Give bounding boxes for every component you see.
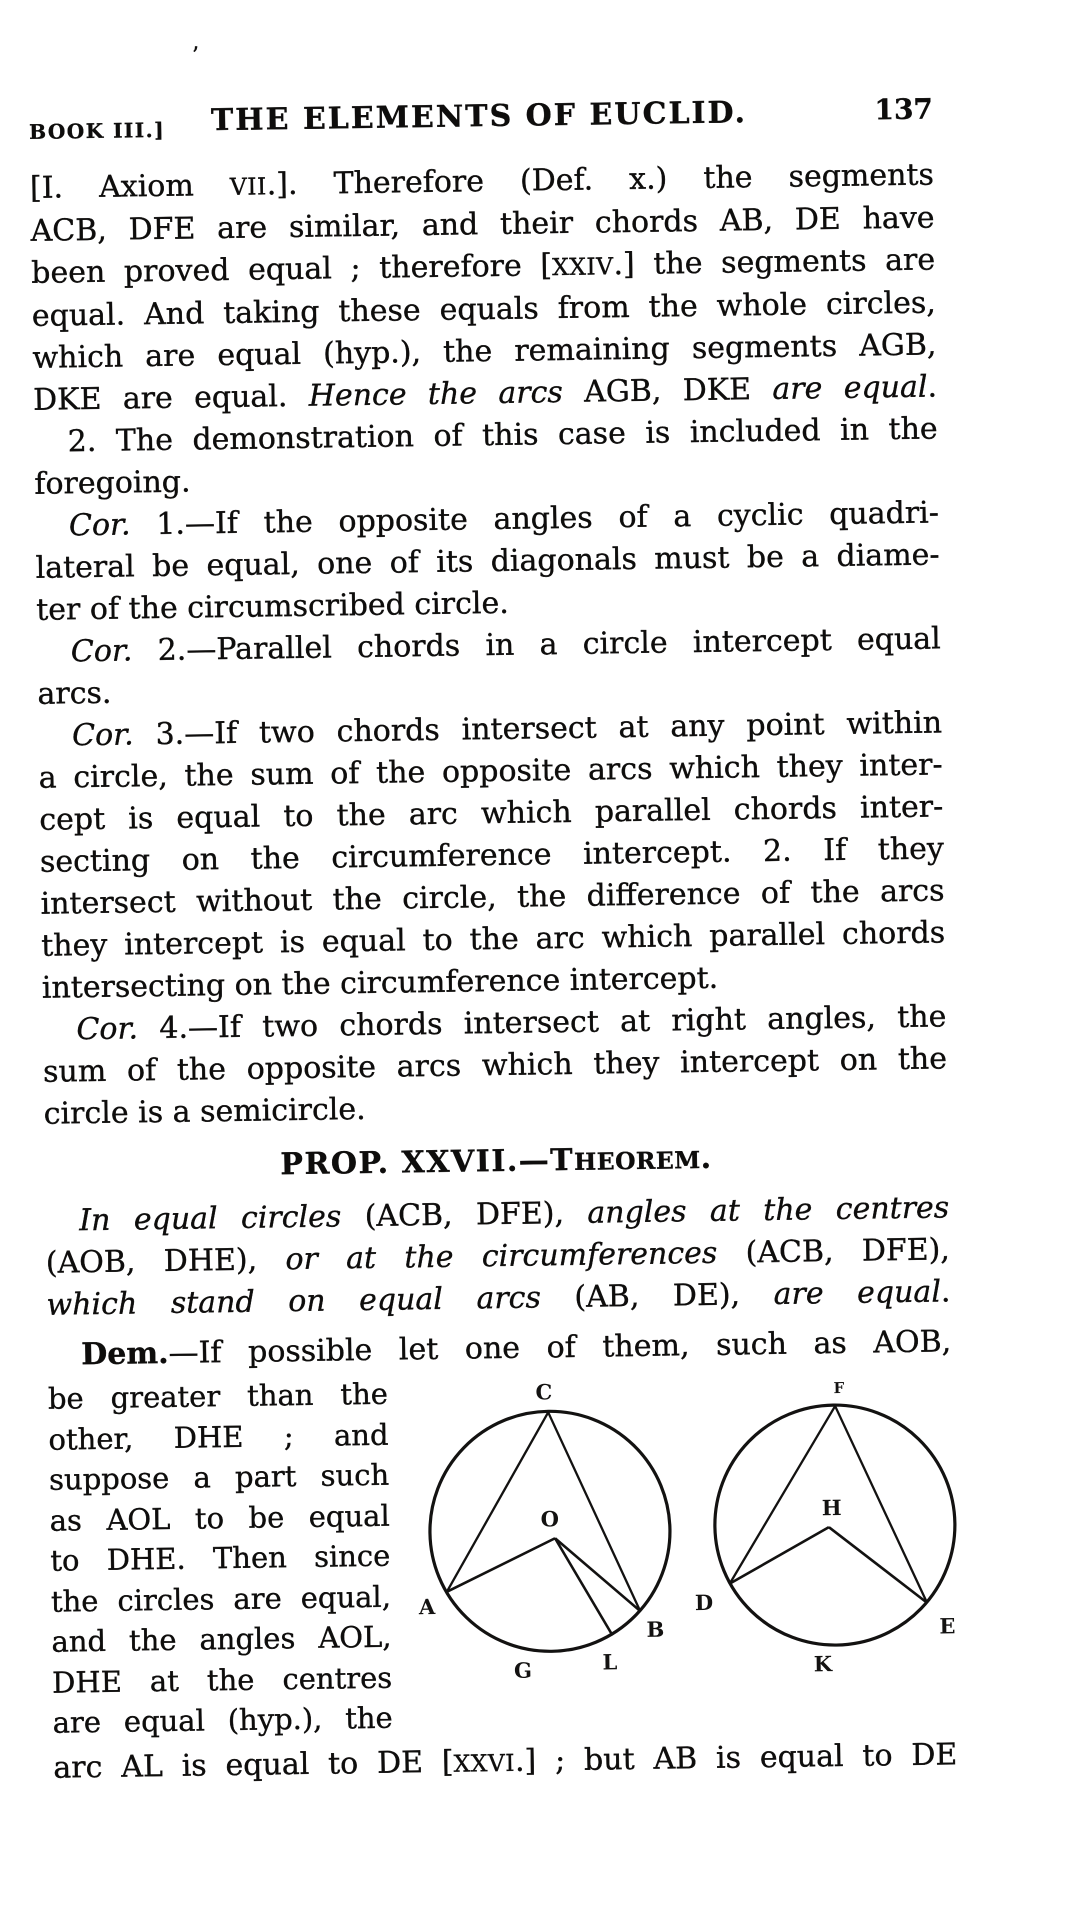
- paragraph-case2: [33, 408, 938, 505]
- text-segment: PROP. XXVII.—T: [280, 1142, 575, 1183]
- text-segment: angles at the centres: [587, 1190, 950, 1231]
- text-segment: DKE are equal.: [32, 378, 310, 418]
- text-segment: In equal circles: [79, 1199, 365, 1239]
- text-segment: sum of the opposite arcs which they intercept on the: [42, 1041, 948, 1090]
- text-segment: which are equal (hyp.), the remaining segments AGB,: [32, 327, 937, 376]
- running-head-title: THE ELEMENTS OF EUCLID.: [210, 95, 748, 139]
- point-label-O: O: [540, 1506, 560, 1532]
- text-segment: are equal (hyp.), the: [52, 1700, 393, 1740]
- point-label-H: H: [821, 1494, 842, 1521]
- figure-circle-DFE: [692, 1377, 957, 1678]
- text-segment: (AB, DE),: [574, 1276, 774, 1315]
- text-segment: intersecting on the circumference intercept.: [41, 960, 719, 1006]
- text-line: [50, 1536, 391, 1582]
- text-line: [51, 1617, 392, 1663]
- text-segment: arcs.: [37, 675, 112, 712]
- text-line: [51, 1576, 392, 1622]
- text-segment: 3.—If two chords intersect at any point within: [133, 705, 943, 753]
- text-segment: been proved equal ; therefore [: [30, 248, 553, 291]
- text-segment: (AOB, DHE),: [45, 1242, 286, 1281]
- text-segment: Dem.: [81, 1335, 169, 1373]
- point-label-F: F: [833, 1378, 845, 1398]
- closing-line: [53, 1734, 958, 1790]
- text-segment: or at the circumferences: [285, 1235, 746, 1278]
- running-head: [29, 90, 938, 151]
- point-label-G: G: [513, 1657, 533, 1683]
- text-segment: VII: [229, 172, 267, 201]
- text-segment: a circle, the sum of the opposite arcs which they inter-: [38, 747, 943, 796]
- text-line: [52, 1698, 393, 1744]
- text-line: [49, 1455, 390, 1501]
- text-segment: ACB, DFE are similar, and their chords AB, DE have: [30, 200, 935, 249]
- text-segment: cept is equal to the arc which parallel chords inter-: [39, 789, 944, 838]
- text-segment: suppose a part such: [48, 1457, 390, 1497]
- text-segment: Hence the arcs: [308, 374, 585, 414]
- text-segment: be greater than the: [47, 1376, 389, 1416]
- body-text: [30, 154, 952, 1376]
- text-segment: (ACB, DFE),: [364, 1195, 588, 1235]
- text-segment: Cor.: [71, 717, 134, 754]
- text-segment: lateral be equal, one of its diagonals must be a diame-: [35, 537, 940, 586]
- text-segment: to DHE. Then since: [50, 1538, 391, 1578]
- text-segment: XXIV: [551, 252, 614, 282]
- text-segment: 2. The demonstration of this case is included in the: [67, 411, 938, 460]
- corollary-3: [38, 702, 946, 1009]
- text-segment: XXVI: [453, 1748, 516, 1778]
- prop-heading: [44, 1134, 949, 1190]
- text-segment: other, DHE ; and: [48, 1417, 389, 1457]
- scan-artifact: ’: [191, 43, 200, 69]
- text-segment: 1.—If the opposite angles of a cyclic quadri-: [130, 495, 940, 543]
- figure-circle-ACB: [415, 1378, 673, 1685]
- dem-text-column: [48, 1374, 393, 1744]
- theorem-statement: [45, 1187, 951, 1326]
- text-segment: .] the segments are: [613, 242, 936, 283]
- point-label-K: K: [813, 1651, 833, 1677]
- text-segment: HEOREM: [573, 1146, 701, 1176]
- point-label-D: D: [694, 1589, 714, 1616]
- corollary-1: [35, 492, 941, 631]
- text-line: [48, 1374, 389, 1420]
- figure-pair: [398, 1373, 988, 1738]
- text-segment: [I. Axiom: [29, 167, 231, 206]
- text-segment: .: [927, 369, 938, 405]
- page-number: 137: [874, 92, 934, 127]
- text-segment: foregoing.: [34, 464, 191, 502]
- running-head-book: BOOK III.]: [28, 117, 166, 144]
- dem-section: [48, 1365, 961, 1743]
- text-segment: .: [700, 1140, 713, 1177]
- text-segment: circle is a semicircle.: [43, 1091, 366, 1132]
- text-segment: .]. Therefore (Def. x.) the segments: [266, 157, 935, 203]
- text-segment: and the angles AOL,: [51, 1619, 392, 1659]
- paragraph-continuation: [30, 154, 938, 421]
- text-segment: AGB, DKE: [583, 371, 773, 410]
- point-label-C: C: [535, 1379, 553, 1405]
- geometry-figure: [398, 1373, 988, 1692]
- text-segment: Cor.: [68, 507, 131, 544]
- text-segment: they intercept is equal to the arc which parallel chords: [40, 915, 946, 964]
- text-line: [53, 1734, 958, 1790]
- text-segment: are equal: [773, 1274, 942, 1312]
- text-segment: .: [940, 1274, 951, 1310]
- text-line: [44, 1134, 949, 1190]
- corollary-4: [42, 996, 948, 1135]
- point-label-L: L: [602, 1649, 618, 1675]
- text-segment: ter of the circumscribed circle.: [35, 585, 510, 628]
- text-segment: —If possible let one of them, such as AOB,: [168, 1324, 952, 1371]
- text-segment: Cor.: [76, 1011, 139, 1048]
- point-label-E: E: [939, 1613, 956, 1639]
- text-segment: (ACB, DFE),: [745, 1232, 951, 1271]
- text-segment: are equal: [772, 369, 928, 407]
- text-segment: as AOL to be equal: [49, 1498, 390, 1538]
- text-segment: equal. And taking these equals from the whole circles,: [31, 285, 937, 334]
- text-segment: which stand on equal arcs: [46, 1279, 575, 1323]
- text-segment: 4.—If two chords intersect at right angles, the: [137, 999, 947, 1047]
- text-segment: DHE at the centres: [51, 1660, 393, 1700]
- text-line: [49, 1495, 390, 1541]
- text-segment: intersect without the circle, the difference of the arcs: [40, 873, 945, 922]
- text-segment: Cor.: [70, 633, 133, 670]
- text-segment: secting on the circumference intercept. 2. If they: [39, 831, 945, 880]
- point-label-A: A: [418, 1594, 436, 1620]
- corollary-2: [37, 618, 942, 715]
- text-line: [48, 1414, 389, 1460]
- text-segment: arc AL is equal to DE [: [53, 1744, 454, 1786]
- text-segment: 2.—Parallel chords in a circle intercept equal: [132, 621, 942, 669]
- text-segment: the circles are equal,: [50, 1579, 392, 1619]
- text-line: [52, 1657, 393, 1703]
- text-segment: .] ; but AB is equal to DE: [514, 1736, 958, 1779]
- point-label-B: B: [646, 1616, 665, 1642]
